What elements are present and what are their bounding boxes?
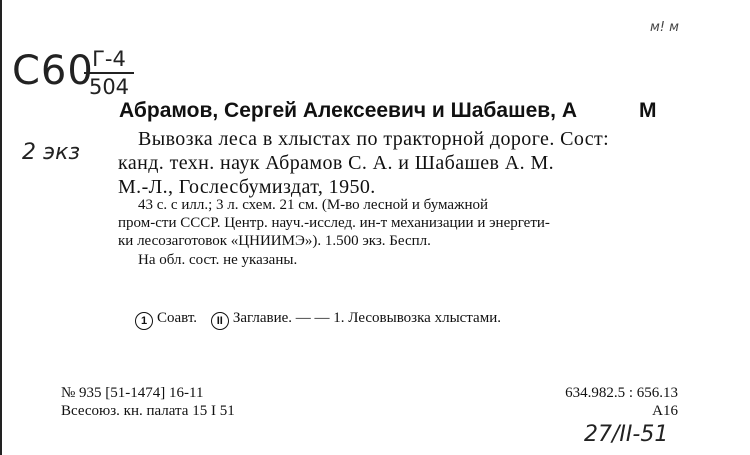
book-chamber: Всесоюз. кн. палата 15 I 51: [61, 403, 235, 419]
fraction-bar: [84, 72, 134, 74]
corner-mark: м! м: [650, 20, 679, 35]
heading-authors: Абрамов, Сергей Алексеевич и Шабашев, А: [119, 99, 578, 122]
note-line: На обл. сост. не указаны.: [138, 252, 298, 268]
description-line-1: 43 с. с илл.; 3 л. схем. 21 см. (М-во лесной и бумажной: [138, 197, 488, 213]
shelf-mark-denominator: 504: [88, 75, 130, 99]
description-line-3: ки лесозаготовок «ЦНИИМЭ»). 1.500 экз. Беспл.: [118, 233, 431, 249]
author-heading: [119, 99, 657, 123]
tracing-line: [135, 310, 501, 330]
heading-initial: М: [639, 99, 657, 122]
tracing-text-2: Заглавие. — — 1. Лесовывозка хлыстами.: [232, 310, 501, 326]
udc-code: 634.982.5 : 656.13: [565, 385, 678, 401]
card-number: № 935 [51-1474] 16-11: [61, 385, 204, 401]
tracing-circle-1: 1: [135, 312, 153, 330]
imprint-line: М.-Л., Гослесбумиздат, 1950.: [118, 176, 376, 198]
description-line-2: пром-сти СССР. Центр. науч.-исслед. ин-т механизации и энергети-: [118, 215, 550, 231]
class-code: А16: [652, 403, 678, 419]
shelf-mark-main: С60: [12, 48, 94, 94]
copies-note: 2 экз: [22, 140, 81, 165]
title-line-1: Вывозка леса в хлыстах по тракторной дороге. Сост:: [138, 128, 610, 150]
shelf-mark-numerator: Г-4: [92, 47, 126, 71]
title-line-2: канд. техн. наук Абрамов С. А. и Шабашев А. М.: [118, 152, 555, 174]
tracing-circle-2: II: [211, 312, 229, 330]
date-stamp: 27/II-51: [584, 422, 669, 447]
tracing-text-1: Соавт.: [157, 310, 198, 326]
shelf-mark-fraction: [84, 47, 134, 99]
